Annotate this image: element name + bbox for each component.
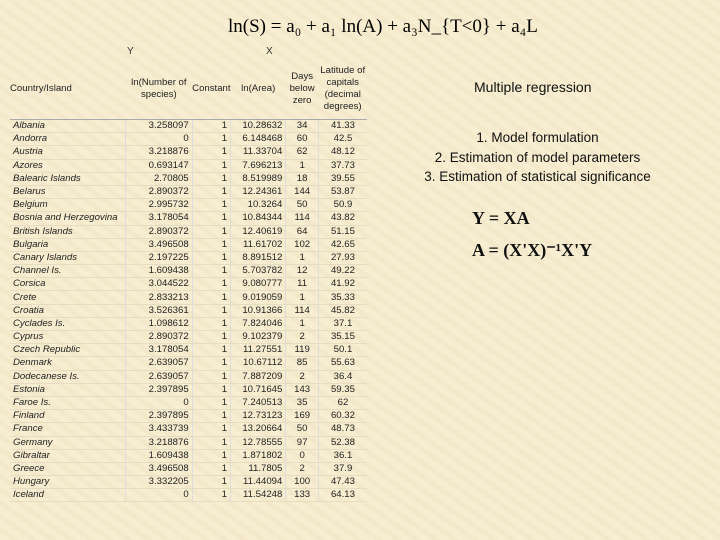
- table-cell: 53.87: [318, 185, 367, 198]
- table-row: [10, 185, 367, 198]
- table-cell: 59.35: [318, 383, 367, 396]
- table-cell: Crete: [10, 291, 126, 304]
- table-row: [10, 304, 367, 317]
- table-row: [10, 146, 367, 159]
- table-row: [10, 436, 367, 449]
- table-cell: 62: [318, 396, 367, 409]
- table-cell: 36.4: [318, 370, 367, 383]
- table-cell: Estonia: [10, 383, 126, 396]
- column-header: Latitude of capitals (decimal degrees): [318, 59, 367, 120]
- table-cell: 51.15: [318, 225, 367, 238]
- table-row: [10, 396, 367, 409]
- table-cell: 35.33: [318, 291, 367, 304]
- table-cell: 144: [286, 185, 319, 198]
- table-cell: 62: [286, 146, 319, 159]
- table-cell: 50: [286, 199, 319, 212]
- table-cell: 41.33: [318, 120, 367, 133]
- table-cell: 1: [192, 304, 230, 317]
- table-cell: 3.178054: [126, 344, 193, 357]
- table-cell: Dodecanese Is.: [10, 370, 126, 383]
- table-cell: Belarus: [10, 185, 126, 198]
- table-cell: 85: [286, 357, 319, 370]
- table-cell: Finland: [10, 410, 126, 423]
- table-cell: 50.9: [318, 199, 367, 212]
- x-label: X: [266, 46, 273, 57]
- column-header: ln(Number of species): [126, 59, 193, 120]
- table-row: [10, 357, 367, 370]
- table-cell: Belgium: [10, 199, 126, 212]
- table-row: [10, 489, 367, 502]
- table-cell: 41.92: [318, 278, 367, 291]
- table-cell: 12.40619: [231, 225, 286, 238]
- table-cell: 2: [286, 462, 319, 475]
- table-cell: 1: [192, 199, 230, 212]
- table-row: [10, 212, 367, 225]
- table-row: [10, 225, 367, 238]
- table-cell: Croatia: [10, 304, 126, 317]
- matrix-equation-estimator: A = (X'X)⁻¹X'Y: [472, 240, 593, 260]
- step-item: 2. Estimation of model parameters: [434, 149, 641, 165]
- table-cell: Faroe Is.: [10, 396, 126, 409]
- table-cell: 12.73123: [231, 410, 286, 423]
- table-cell: 2: [286, 331, 319, 344]
- table-cell: 34: [286, 120, 319, 133]
- table-cell: 3.496508: [126, 238, 193, 251]
- y-label: Y: [127, 46, 134, 57]
- table-cell: 7.824046: [231, 317, 286, 330]
- table-row: [10, 278, 367, 291]
- table-cell: 1: [192, 449, 230, 462]
- steps-list: [395, 128, 680, 187]
- table-row: [10, 199, 367, 212]
- table-cell: 2.639057: [126, 370, 193, 383]
- table-row: [10, 423, 367, 436]
- table-row: [10, 344, 367, 357]
- table-cell: 1: [192, 344, 230, 357]
- table-cell: 1: [192, 489, 230, 502]
- table-cell: 10.28632: [231, 120, 286, 133]
- step-item: 1. Model formulation: [476, 130, 599, 145]
- table-cell: 9.019059: [231, 291, 286, 304]
- table-cell: 64.13: [318, 489, 367, 502]
- column-header: ln(Area): [231, 59, 286, 120]
- table-cell: 12: [286, 265, 319, 278]
- table-cell: 37.9: [318, 462, 367, 475]
- table-row: [10, 159, 367, 172]
- table-cell: 0: [126, 489, 193, 502]
- table-cell: 2.397895: [126, 410, 193, 423]
- table-cell: 1: [192, 146, 230, 159]
- table-cell: 10.3264: [231, 199, 286, 212]
- table-cell: 1: [286, 317, 319, 330]
- table-cell: 2.833213: [126, 291, 193, 304]
- table-cell: 3.496508: [126, 462, 193, 475]
- table-cell: 119: [286, 344, 319, 357]
- table-cell: 10.67112: [231, 357, 286, 370]
- table-cell: 1: [192, 331, 230, 344]
- table-cell: 1: [192, 317, 230, 330]
- table-cell: 1: [192, 225, 230, 238]
- table-cell: 10.91366: [231, 304, 286, 317]
- table-cell: 11: [286, 278, 319, 291]
- table-row: [10, 462, 367, 475]
- table-cell: 13.20664: [231, 423, 286, 436]
- table-cell: Andorra: [10, 133, 126, 146]
- table-cell: 1: [192, 251, 230, 264]
- table-cell: 0.693147: [126, 159, 193, 172]
- table-cell: British Islands: [10, 225, 126, 238]
- table-cell: 42.65: [318, 238, 367, 251]
- table-cell: 18: [286, 172, 319, 185]
- table-cell: Czech Republic: [10, 344, 126, 357]
- table-cell: 1.871802: [231, 449, 286, 462]
- table-cell: 1: [192, 383, 230, 396]
- table-cell: 3.218876: [126, 146, 193, 159]
- table-row: [10, 133, 367, 146]
- table-cell: 3.332205: [126, 476, 193, 489]
- table-cell: 1: [192, 423, 230, 436]
- column-header: Days below zero: [286, 59, 319, 120]
- table-cell: 1: [286, 251, 319, 264]
- table-cell: 3.526361: [126, 304, 193, 317]
- table-cell: Bulgaria: [10, 238, 126, 251]
- table-row: [10, 172, 367, 185]
- table-cell: 8.519989: [231, 172, 286, 185]
- table-cell: Azores: [10, 159, 126, 172]
- table-row: [10, 317, 367, 330]
- table-cell: 48.73: [318, 423, 367, 436]
- table-cell: 42.5: [318, 133, 367, 146]
- table-cell: 1: [192, 291, 230, 304]
- table-cell: 2.890372: [126, 225, 193, 238]
- table-cell: 1: [192, 212, 230, 225]
- table-cell: 3.044522: [126, 278, 193, 291]
- table-cell: 10.84344: [231, 212, 286, 225]
- table-cell: 47.43: [318, 476, 367, 489]
- table-cell: 2.639057: [126, 357, 193, 370]
- table-cell: 2.70805: [126, 172, 193, 185]
- table-cell: 37.1: [318, 317, 367, 330]
- table-cell: 1: [192, 159, 230, 172]
- table-cell: 9.102379: [231, 331, 286, 344]
- table-cell: 1.098612: [126, 317, 193, 330]
- table-cell: Cyprus: [10, 331, 126, 344]
- table-cell: 2.197225: [126, 251, 193, 264]
- table-cell: 12.78555: [231, 436, 286, 449]
- table-cell: 48.12: [318, 146, 367, 159]
- table-cell: 2.397895: [126, 383, 193, 396]
- table-cell: 1: [192, 410, 230, 423]
- table-cell: 64: [286, 225, 319, 238]
- table-cell: 35: [286, 396, 319, 409]
- table-cell: Corsica: [10, 278, 126, 291]
- table-cell: 1: [192, 357, 230, 370]
- table-cell: 0: [126, 396, 193, 409]
- table-cell: 1: [192, 172, 230, 185]
- table-cell: 1: [192, 185, 230, 198]
- table-cell: 11.33704: [231, 146, 286, 159]
- step-item: 3. Estimation of statistical significance: [424, 169, 651, 184]
- table-cell: 1: [192, 396, 230, 409]
- table-cell: 114: [286, 212, 319, 225]
- table-cell: France: [10, 423, 126, 436]
- table-cell: 60: [286, 133, 319, 146]
- table-cell: Canary Islands: [10, 251, 126, 264]
- table-cell: 10.71645: [231, 383, 286, 396]
- table-cell: 169: [286, 410, 319, 423]
- matrix-equation-model: Y = XA: [472, 208, 530, 228]
- table-cell: 11.7805: [231, 462, 286, 475]
- table-cell: 1: [286, 291, 319, 304]
- table-cell: 2.995732: [126, 199, 193, 212]
- data-table: [10, 59, 367, 502]
- table-cell: 6.148468: [231, 133, 286, 146]
- table-cell: 133: [286, 489, 319, 502]
- table-cell: 1: [192, 278, 230, 291]
- table-cell: 1: [192, 238, 230, 251]
- table-row: [10, 331, 367, 344]
- table-cell: 7.887209: [231, 370, 286, 383]
- table-cell: 35.15: [318, 331, 367, 344]
- table-cell: 3.218876: [126, 436, 193, 449]
- table-cell: 2.890372: [126, 331, 193, 344]
- table-cell: 43.82: [318, 212, 367, 225]
- table-cell: 114: [286, 304, 319, 317]
- table-cell: 3.433739: [126, 423, 193, 436]
- column-header: Country/Island: [10, 59, 126, 120]
- table-cell: 143: [286, 383, 319, 396]
- table-row: [10, 291, 367, 304]
- table-row: [10, 238, 367, 251]
- table-cell: 97: [286, 436, 319, 449]
- table-cell: 55.63: [318, 357, 367, 370]
- table-cell: 60.32: [318, 410, 367, 423]
- slide-title: Multiple regression: [474, 79, 592, 95]
- table-cell: 50: [286, 423, 319, 436]
- table-cell: 1: [192, 370, 230, 383]
- table-cell: Gibraltar: [10, 449, 126, 462]
- table-row: [10, 120, 367, 133]
- table-cell: 3.178054: [126, 212, 193, 225]
- regression-equation: ln(S) = a₀ + a₁ ln(A) + a₃N_{T<0} + a₄L: [228, 16, 538, 37]
- table-cell: 1.609438: [126, 265, 193, 278]
- table-cell: 1: [192, 476, 230, 489]
- table-cell: 1: [192, 120, 230, 133]
- table-cell: 3.258097: [126, 120, 193, 133]
- table-cell: 39.55: [318, 172, 367, 185]
- table-cell: 0: [286, 449, 319, 462]
- table-cell: Hungary: [10, 476, 126, 489]
- table-cell: Cyclades Is.: [10, 317, 126, 330]
- table-cell: 11.27551: [231, 344, 286, 357]
- table-row: [10, 476, 367, 489]
- table-cell: Iceland: [10, 489, 126, 502]
- table-cell: 45.82: [318, 304, 367, 317]
- table-row: [10, 251, 367, 264]
- table-cell: 50.1: [318, 344, 367, 357]
- table-cell: 0: [126, 133, 193, 146]
- table-cell: 7.240513: [231, 396, 286, 409]
- table-cell: 11.61702: [231, 238, 286, 251]
- table-cell: Channel Is.: [10, 265, 126, 278]
- table-cell: 1: [192, 436, 230, 449]
- table-cell: 49.22: [318, 265, 367, 278]
- table-row: [10, 370, 367, 383]
- table-cell: 36.1: [318, 449, 367, 462]
- column-header: Constant: [192, 59, 230, 120]
- table-row: [10, 265, 367, 278]
- table-cell: 1: [192, 265, 230, 278]
- table-cell: Balearic Islands: [10, 172, 126, 185]
- table-cell: 9.080777: [231, 278, 286, 291]
- table-row: [10, 410, 367, 423]
- table-row: [10, 383, 367, 396]
- table-cell: 7.696213: [231, 159, 286, 172]
- table-cell: 2: [286, 370, 319, 383]
- table-cell: 2.890372: [126, 185, 193, 198]
- table-cell: 27.93: [318, 251, 367, 264]
- table-cell: 1: [192, 462, 230, 475]
- table-cell: 5.703782: [231, 265, 286, 278]
- table-cell: 1: [286, 159, 319, 172]
- table-cell: Bosnia and Herzegovina: [10, 212, 126, 225]
- table-cell: 11.44094: [231, 476, 286, 489]
- table-cell: 11.54248: [231, 489, 286, 502]
- table-cell: 8.891512: [231, 251, 286, 264]
- table-cell: 100: [286, 476, 319, 489]
- table-cell: Austria: [10, 146, 126, 159]
- table-cell: Germany: [10, 436, 126, 449]
- table-cell: 1: [192, 133, 230, 146]
- table-cell: 37.73: [318, 159, 367, 172]
- table-cell: 52.38: [318, 436, 367, 449]
- table-cell: 102: [286, 238, 319, 251]
- table-cell: 12.24361: [231, 185, 286, 198]
- table-cell: Denmark: [10, 357, 126, 370]
- table-cell: Greece: [10, 462, 126, 475]
- table-row: [10, 449, 367, 462]
- table-cell: 1.609438: [126, 449, 193, 462]
- table-cell: Albania: [10, 120, 126, 133]
